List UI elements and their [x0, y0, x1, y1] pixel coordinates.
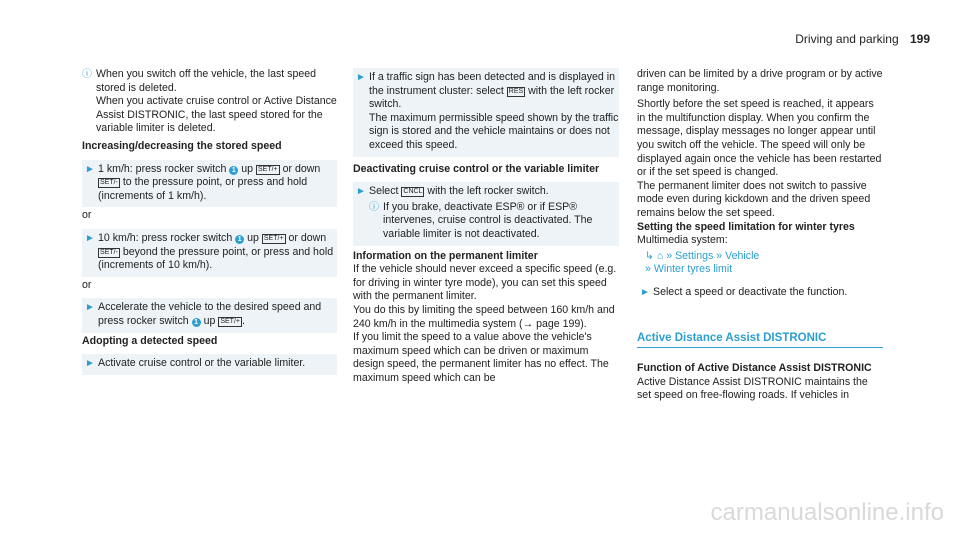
- heading-permanent-limiter: Information on the permanent limiter: [353, 249, 538, 262]
- section-name: Driving and parking: [795, 32, 899, 46]
- step-arrow-icon: ►: [85, 358, 95, 370]
- step-item: [82, 229, 337, 277]
- set-plus-icon: SET/+: [258, 165, 278, 173]
- step-item: [637, 283, 883, 304]
- step-text: up: [241, 162, 254, 175]
- callout-1-icon: 1: [229, 166, 238, 175]
- step-arrow-icon: ►: [85, 163, 95, 175]
- step-text: up: [203, 314, 216, 327]
- home-icon: ⌂: [656, 249, 664, 262]
- step-text: The maximum permissible speed shown by the traffic sign is stored and the vehicle maintains or does not exceed this speed.: [369, 111, 619, 151]
- step-arrow-icon: ►: [356, 72, 366, 83]
- step-text: Activate cruise control or the variable limiter.: [98, 357, 306, 370]
- note-text: When you switch off the vehicle, the last speed stored is deleted.: [96, 68, 317, 94]
- column-2: [353, 68, 619, 385]
- set-minus-icon: SET/-: [100, 179, 118, 187]
- menu-item-vehicle: Vehicle: [725, 249, 760, 262]
- menu-return-icon: ↳: [645, 249, 654, 262]
- paragraph: You do this by limiting the speed between 160 km/h and 240 km/h in the multimedia system (→ page 199).: [353, 303, 615, 330]
- info-icon: ⓘ: [82, 69, 92, 80]
- callout-1-icon: 1: [192, 318, 201, 327]
- page-number: 199: [909, 32, 930, 46]
- heading-function-distronic: Function of Active Distance Assist DISTRONIC: [637, 362, 872, 375]
- or-text: or: [82, 278, 92, 291]
- menu-arrow-icon: »: [645, 263, 651, 276]
- column-1: [82, 68, 337, 377]
- watermark: carmanualsonline.info: [710, 499, 944, 526]
- page-header: [795, 32, 930, 46]
- paragraph: If you limit the speed to a value above the vehicle's maximum speed which can be driven or maximum design speed, the permanent limiter has no effect. The maximum speed which can be: [353, 331, 609, 384]
- heading-deactivating: Deactivating cruise control or the variable limiter: [353, 162, 600, 175]
- step-item: [82, 160, 337, 208]
- paragraph: The permanent limiter does not switch to passive mode even during kickdown and the driven speed remains below the set speed.: [637, 179, 871, 219]
- cncl-icon: CNCL: [403, 188, 423, 196]
- step-text: or down: [288, 231, 327, 244]
- step-text: to the pressure point, or press and hold (increments of 1 km/h).: [98, 176, 308, 202]
- menu-item-settings: Settings: [675, 249, 714, 262]
- step-arrow-icon: ►: [356, 186, 366, 198]
- heading-winter-tyres: Setting the speed limitation for winter tyres: [637, 220, 855, 233]
- paragraph: If the vehicle should never exceed a specific speed (e.g. for driving in winter tyre mode), you can set this speed with the permanent limiter.: [353, 263, 617, 303]
- set-minus-icon: SET/-: [100, 248, 118, 256]
- step-item: ► Accelerate the vehicle to the desired speed and press rocker switch 1 up SET/+ .: [82, 298, 337, 332]
- step-arrow-icon: ►: [640, 286, 650, 298]
- res-icon: RES: [508, 87, 524, 95]
- step-text: Select: [369, 185, 399, 198]
- menu-path: [645, 250, 883, 277]
- set-plus-icon: SET/+: [220, 317, 240, 325]
- step-text: Accelerate the vehicle to the desired speed and press rocker switch: [98, 301, 322, 327]
- step-text: with the left rocker switch.: [427, 185, 549, 198]
- step-arrow-icon: ►: [85, 232, 95, 244]
- step-text: Select a speed or deactivate the function.: [653, 285, 848, 298]
- step-text: 1 km/h: press rocker switch: [98, 162, 227, 175]
- column-3: [637, 68, 883, 403]
- info-note: [82, 68, 337, 136]
- paragraph: Multimedia system:: [637, 234, 728, 247]
- step-item: [353, 182, 619, 245]
- step-text: up: [247, 231, 259, 244]
- set-plus-icon: SET/+: [263, 234, 284, 242]
- info-icon: ⓘ: [369, 201, 379, 213]
- step-text: If a traffic sign has been detected and is displayed in the instrument cluster: select: [369, 71, 615, 97]
- callout-1-icon: 1: [235, 235, 244, 244]
- or-text: or: [82, 209, 92, 222]
- step-text: beyond the pressure point, or press and hold (increments of 10 km/h).: [98, 245, 334, 272]
- step-arrow-icon: ►: [85, 302, 95, 314]
- note-text: When you activate cruise control or Active Distance Assist DISTRONIC, the last speed stored for the variable limiter is deleted.: [96, 95, 337, 135]
- paragraph: Active Distance Assist DISTRONIC maintains the set speed on free-flowing roads. If vehicles in: [637, 375, 868, 402]
- heading-increase-decrease: Increasing/decreasing the stored speed: [82, 139, 282, 152]
- info-note: [369, 201, 619, 242]
- section-title: Active Distance Assist DISTRONIC: [637, 332, 883, 349]
- menu-arrow-icon: »: [716, 249, 723, 262]
- heading-adopting-speed: Adopting a detected speed: [82, 334, 218, 347]
- step-text: or down: [282, 162, 321, 175]
- step-item: [353, 68, 619, 157]
- step-text: 10 km/h: press rocker switch: [98, 231, 233, 244]
- menu-item-winter-tyres: Winter tyres limit: [653, 263, 733, 276]
- paragraph: driven can be limited by a drive program or by active range monitoring.: [637, 68, 883, 94]
- step-item: [82, 354, 337, 375]
- paragraph: Shortly before the set speed is reached, it appears in the multifunction display. When you confirm the message, display messages no longer appear until you switch off the vehicle. The speed will only be displayed again once the vehicle has been restarted or if the set speed is changed.: [637, 98, 882, 179]
- note-text: If you brake, deactivate ESP® or if ESP® intervenes, cruise control is deactivated. The variable limiter is not deactivated.: [383, 200, 593, 240]
- step-text: with the left rocker switch.: [369, 84, 615, 111]
- menu-arrow-icon: »: [666, 249, 673, 262]
